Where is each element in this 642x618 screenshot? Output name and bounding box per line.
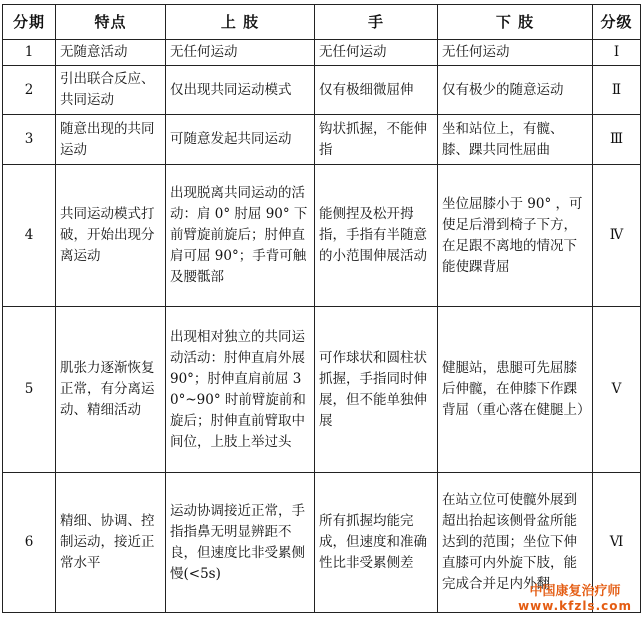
header-stage: 分期 [3, 5, 56, 40]
hand-cell: 所有抓握均能完成，但速度和准确性比非受累侧差 [315, 473, 438, 613]
features-cell: 肌张力逐渐恢复正常，有分离运动、精细活动 [56, 307, 166, 473]
header-features: 特点 [56, 5, 166, 40]
features-cell: 精细、协调、控制运动，接近正常水平 [56, 473, 166, 613]
table-row [3, 66, 641, 115]
features-cell: 无随意活动 [56, 40, 166, 66]
stage-cell: 2 [3, 66, 56, 115]
lower-limb-cell: 坐和站位上，有髋、膝、踝共同性屈曲 [438, 115, 593, 165]
watermark-url: www.kfzls.com [518, 599, 632, 613]
hand-cell: 钩状抓握，不能伸指 [315, 115, 438, 165]
header-grade: 分级 [593, 5, 641, 40]
features-cell: 共同运动模式打破，开始出现分离运动 [56, 165, 166, 307]
grade-cell: Ⅳ [593, 165, 641, 307]
site-watermark [518, 584, 632, 614]
header-hand: 手 [315, 5, 438, 40]
grade-cell: Ⅱ [593, 66, 641, 115]
lower-limb-cell: 在站立位可使髋外展到超出抬起该侧骨盆所能达到的范围；坐位下伸直膝可内外旋下肢，能完成合并足内外翻 [438, 473, 593, 613]
watermark-site-name: 中国康复治疗师 [529, 584, 621, 599]
header-upper-limb: 上 肢 [166, 5, 315, 40]
grade-cell: Ⅲ [593, 115, 641, 165]
upper-limb-cell: 运动协调接近正常，手指指鼻无明显辨距不良，但速度比非受累侧慢(<5s) [166, 473, 315, 613]
upper-limb-cell: 出现脱离共同运动的活动：肩 0° 肘屈 90° 下前臂旋前旋后；肘伸直肩可屈 90°；手背可触及腰骶部 [166, 165, 315, 307]
hand-cell: 无任何运动 [315, 40, 438, 66]
hand-cell: 可作球状和圆柱状抓握，手指同时伸展，但不能单独伸展 [315, 307, 438, 473]
table-row [3, 40, 641, 66]
hand-cell: 仅有极细微屈伸 [315, 66, 438, 115]
table-row [3, 307, 641, 473]
lower-limb-cell: 健腿站，患腿可先屈膝后伸髋，在伸膝下作踝背屈（重心落在健腿上） [438, 307, 593, 473]
upper-limb-cell: 仅出现共同运动模式 [166, 66, 315, 115]
lower-limb-cell: 无任何运动 [438, 40, 593, 66]
upper-limb-cell: 无任何运动 [166, 40, 315, 66]
features-cell: 引出联合反应、共同运动 [56, 66, 166, 115]
header-lower-limb: 下 肢 [438, 5, 593, 40]
upper-limb-cell: 可随意发起共同运动 [166, 115, 315, 165]
brunnstrom-stage-table [2, 4, 641, 613]
lower-limb-cell: 仅有极少的随意运动 [438, 66, 593, 115]
lower-limb-cell: 坐位屈膝小于 90° ，可使足后滑到椅子下方，在足跟不离地的情况下能使踝背屈 [438, 165, 593, 307]
stage-cell: 6 [3, 473, 56, 613]
hand-cell: 能侧捏及松开拇指，手指有半随意的小范围伸展活动 [315, 165, 438, 307]
table-row [3, 115, 641, 165]
table-row [3, 165, 641, 307]
stage-cell: 5 [3, 307, 56, 473]
stage-cell: 4 [3, 165, 56, 307]
grade-cell: Ⅵ [593, 473, 641, 613]
grade-cell: Ⅴ [593, 307, 641, 473]
stage-cell: 1 [3, 40, 56, 66]
features-cell: 随意出现的共同运动 [56, 115, 166, 165]
header-row [3, 5, 641, 40]
grade-cell: Ⅰ [593, 40, 641, 66]
upper-limb-cell: 出现相对独立的共同运动活动：肘伸直肩外展 90°；肘伸直肩前屈 30°~90° 时前臂旋前和旋后；肘伸直前臂取中间位，上肢上举过头 [166, 307, 315, 473]
stage-cell: 3 [3, 115, 56, 165]
